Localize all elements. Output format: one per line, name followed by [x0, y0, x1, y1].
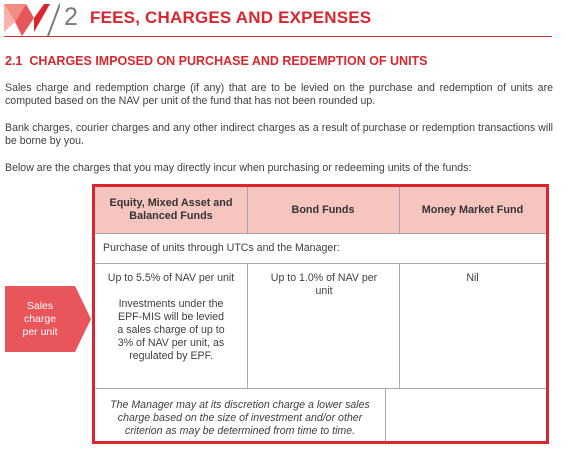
logo-icon: [4, 2, 60, 36]
side-label-arrow: [75, 286, 91, 352]
section-number: 2: [64, 3, 78, 31]
grid-line: [247, 263, 248, 388]
section-header: [0, 0, 573, 40]
charges-table: [92, 184, 549, 444]
header-money-market-text: Money Market Fund: [421, 203, 524, 216]
grid-line: [247, 187, 248, 233]
header-divider: [4, 36, 552, 37]
paragraph-bank-charges: Bank charges, courier charges and any other indirect charges as a result of purchase or redemption transactions will be borne by you.: [5, 122, 553, 147]
header-money-market-fund: [399, 187, 546, 233]
sales-charge-label-text: Sales charge per unit: [22, 299, 58, 338]
subsection-number: 2.1: [5, 54, 23, 68]
paragraph-sales-charge: Sales charge and redemption charge (if any) that are to be levied on the purchase and redemption of units are computed based on the NAV per unit of the fund that has not been rounded up.: [5, 82, 553, 107]
grid-line: [95, 263, 546, 264]
table-note: The Manager may at its discretion charge a lower sales charge based on the size of investment and/or other criterion as may be determined from time to time.: [110, 399, 370, 437]
sales-charge-label: [5, 286, 75, 352]
header-bond-funds: [247, 187, 399, 233]
grid-line: [95, 233, 546, 234]
grid-line: [399, 187, 400, 233]
subsection-title: [5, 53, 428, 69]
header-bond-funds-text: Bond Funds: [291, 203, 355, 216]
header-equity-funds: [95, 187, 247, 233]
grid-line: [95, 388, 546, 389]
paragraph-intro-table: Below are the charges that you may directly incur when purchasing or redeeming units of the funds:: [5, 162, 472, 174]
subsection-text: CHARGES IMPOSED ON PURCHASE AND REDEMPTION OF UNITS: [29, 54, 428, 68]
mmf-sales-charge: Nil: [466, 272, 479, 284]
epf-mis-text: Investments under the EPF-MIS will be levied a sales charge of up to 3% of NAV per unit, as regulated by EPF.: [117, 298, 225, 362]
header-equity-funds-text: Equity, Mixed Asset and Balanced Funds: [109, 197, 233, 222]
purchase-row: Purchase of units through UTCs and the Manager:: [103, 242, 340, 254]
grid-line: [399, 263, 400, 388]
bond-sales-charge: Up to 1.0% of NAV per unit: [270, 272, 378, 297]
section-title: FEES, CHARGES AND EXPENSES: [90, 8, 372, 27]
equity-charge-text: Up to 5.5% of NAV per unit: [107, 272, 235, 284]
equity-sales-charge: [101, 272, 241, 363]
grid-line: [385, 388, 386, 441]
